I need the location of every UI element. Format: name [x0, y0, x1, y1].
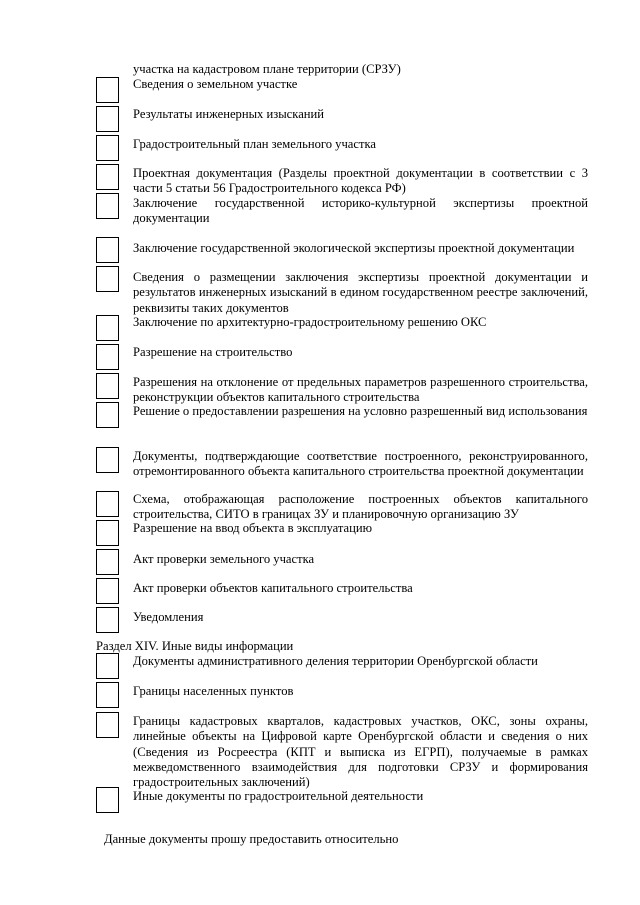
checkbox-conformity-documents[interactable] [96, 447, 119, 473]
checkbox-administrative-division[interactable] [96, 653, 119, 679]
checkbox-project-documentation[interactable] [96, 164, 119, 190]
item-notifications: Уведомления [133, 610, 204, 624]
checkbox-historical-expertise[interactable] [96, 193, 119, 219]
checkbox-notifications[interactable] [96, 607, 119, 633]
item-other-documents: Иные документы по градостроительной деятельности [133, 789, 424, 803]
checkbox-location-scheme[interactable] [96, 491, 119, 517]
checkbox-commissioning-permit[interactable] [96, 520, 119, 546]
item-conformity-documents: Документы, подтверждающие соответствие построенного, реконструированного, отремонтированного объекта капитального строительства проектной документации [133, 449, 588, 479]
section-title: Раздел XIV. Иные виды информации [96, 639, 294, 653]
footer-text: Данные документы прошу предоставить относительно [104, 832, 399, 846]
item-expertise-registry: Сведения о размещении заключения экспертизы проектной документации и результатов инженерных изысканий в едином государственном реестре заключений, реквизиты таких документов [133, 270, 588, 315]
item-project-documentation: Проектная документация (Разделы проектной документации в соответствии с 3 части 5 статьи 56 Градостроительного кодекса РФ) [133, 166, 588, 196]
checkbox-other-documents[interactable] [96, 787, 119, 813]
item-deviation-permits: Разрешения на отклонение от предельных параметров разрешенного строительства, реконструкции объектов капитального строительства [133, 375, 588, 405]
item-settlement-borders: Границы населенных пунктов [133, 684, 294, 698]
checkbox-deviation-permits[interactable] [96, 373, 119, 399]
checkbox-conditional-use[interactable] [96, 402, 119, 428]
checkbox-land-inspection-act[interactable] [96, 549, 119, 575]
intro-line: участка на кадастровом плане территории (СРЗУ) [133, 62, 401, 76]
checkbox-town-planning-plan[interactable] [96, 135, 119, 161]
item-land-plot-info: Сведения о земельном участке [133, 77, 298, 91]
checkbox-cadastral-borders[interactable] [96, 712, 119, 738]
item-engineering-surveys: Результаты инженерных изысканий [133, 107, 324, 121]
checkbox-expertise-registry[interactable] [96, 266, 119, 292]
item-land-inspection-act: Акт проверки земельного участка [133, 552, 315, 566]
item-administrative-division: Документы административного деления территории Оренбургской области [133, 654, 538, 668]
item-architectural-solution: Заключение по архитектурно-градостроительному решению ОКС [133, 315, 487, 329]
checkbox-building-permit[interactable] [96, 344, 119, 370]
item-historical-expertise: Заключение государственной историко-культурной экспертизы проектной документации [133, 196, 588, 226]
checkbox-construction-inspection-act[interactable] [96, 578, 119, 604]
item-commissioning-permit: Разрешение на ввод объекта в эксплуатацию [133, 521, 373, 535]
checkbox-settlement-borders[interactable] [96, 682, 119, 708]
item-conditional-use: Решение о предоставлении разрешения на условно разрешенный вид использования [133, 404, 588, 418]
checkbox-engineering-surveys[interactable] [96, 106, 119, 132]
checkbox-ecological-expertise[interactable] [96, 237, 119, 263]
item-location-scheme: Схема, отображающая расположение построенных объектов капитального строительства, СИТО в границах ЗУ и планировочную организацию ЗУ [133, 492, 588, 522]
item-cadastral-borders: Границы кадастровых кварталов, кадастровых участков, ОКС, зоны охраны, линейные объекты на Цифровой карте Оренбургской области и сведения о них (Сведения из Росреестра (КПТ и выписка из ЕГРП), получаемые в рамках межведомственного взаимодействия для подготовки СРЗУ и формирования градостроительных заключений) [133, 714, 588, 790]
item-construction-inspection-act: Акт проверки объектов капитального строительства [133, 581, 413, 595]
item-ecological-expertise: Заключение государственной экологической экспертизы проектной документации [133, 241, 575, 255]
item-town-planning-plan: Градостроительный план земельного участка [133, 137, 377, 151]
item-building-permit: Разрешение на строительство [133, 345, 293, 359]
checkbox-architectural-solution[interactable] [96, 315, 119, 341]
checkbox-land-plot-info[interactable] [96, 77, 119, 103]
